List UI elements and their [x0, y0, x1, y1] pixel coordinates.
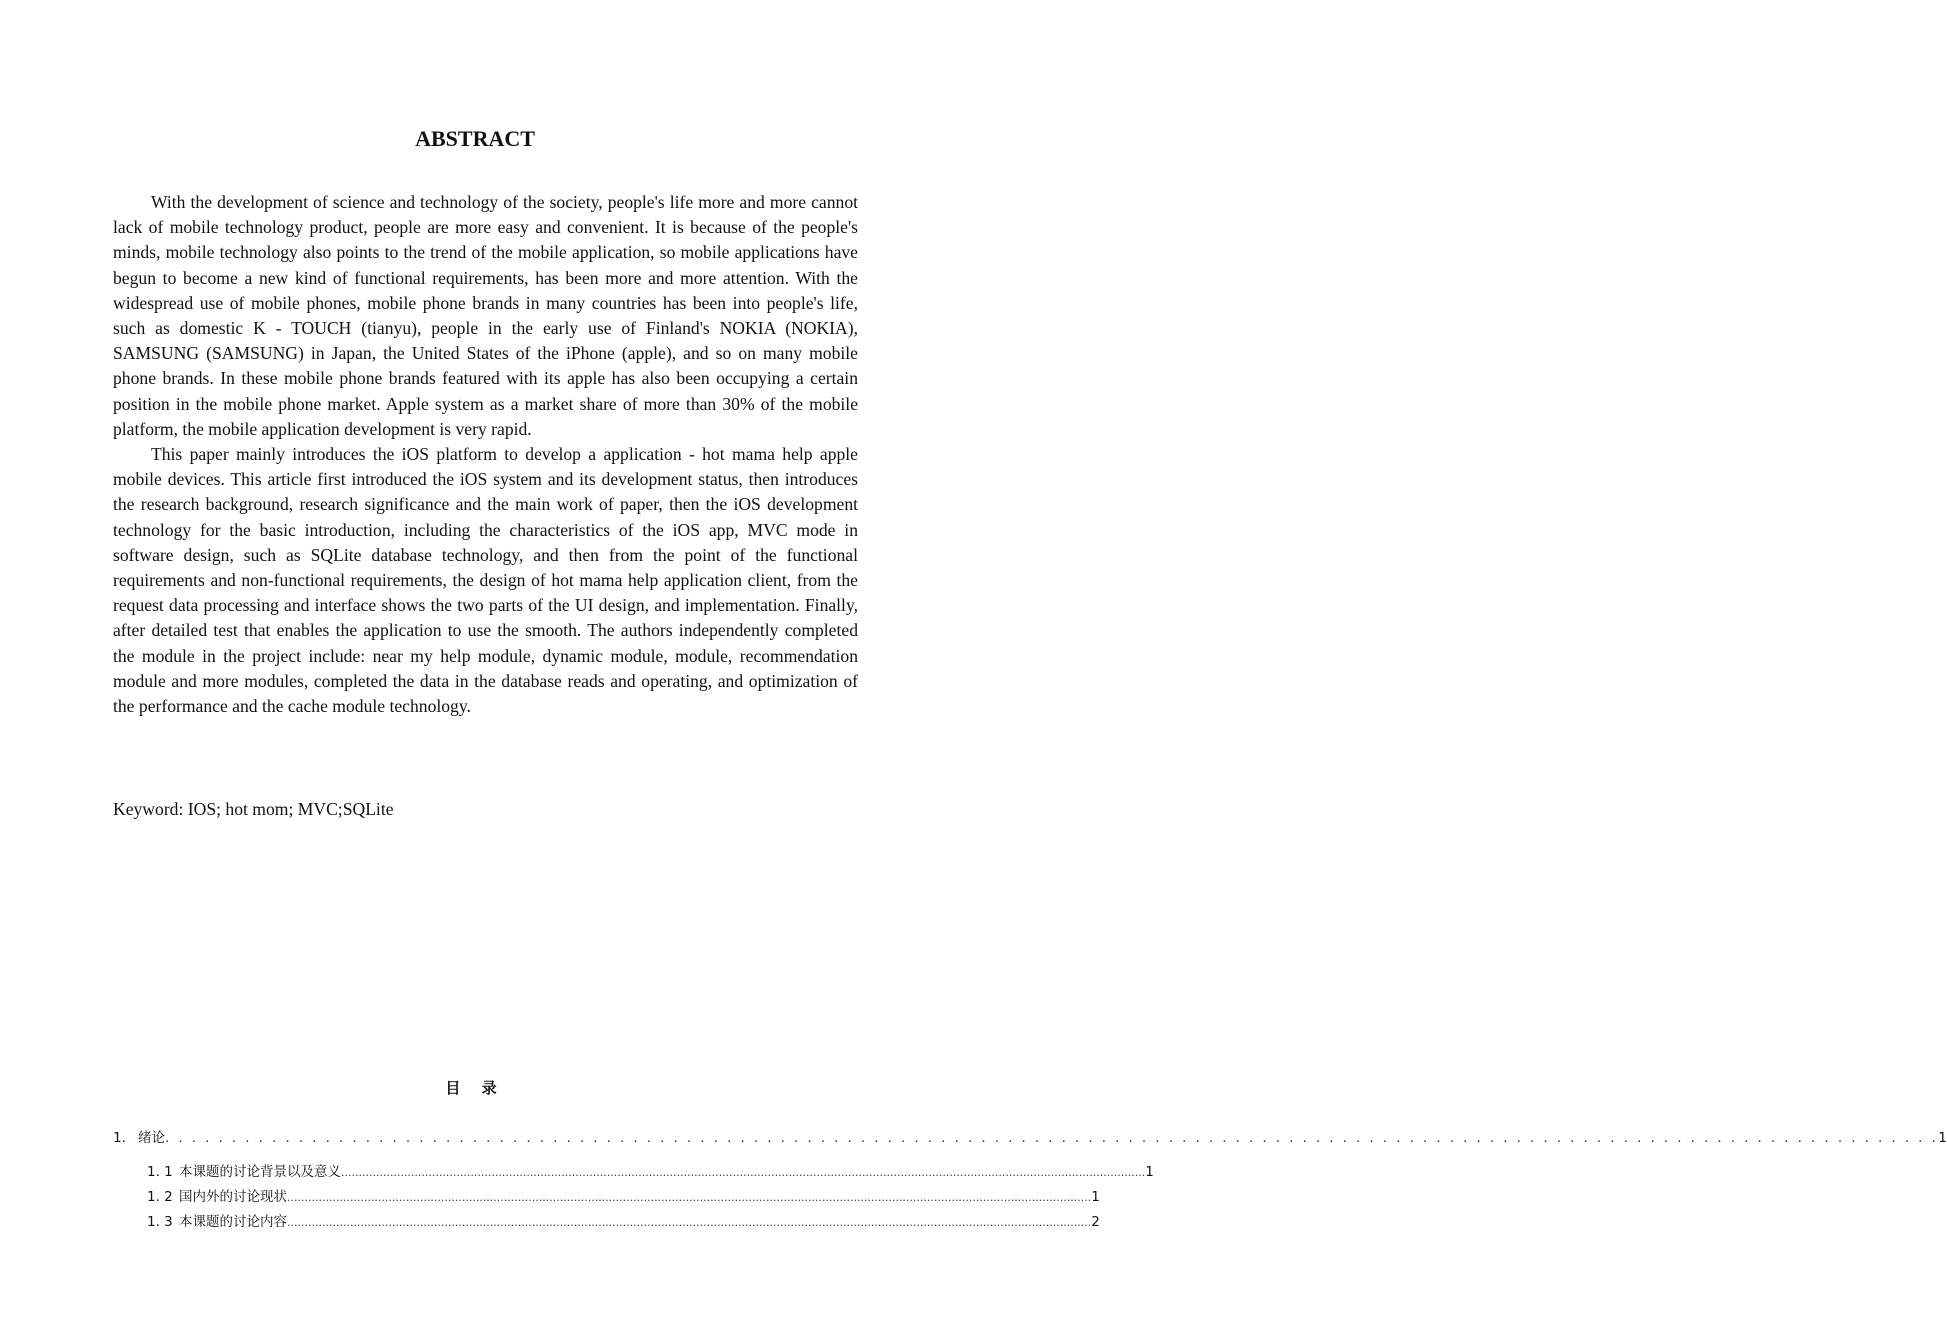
- toc-dot-leader: . . . . . . . . . . . . . . . . . . . . . . . . . . . . . . . . . . . . . . . . . . . . . . . . . . . . . . . . . . . . . . . . . . . . . . . . . . . . . . . . . . . . . . . . . . . . . . . . . . . . . . . . . . . . . . . . . . . . . . . . . . . . . . . . . . . . .: [165, 1130, 1939, 1146]
- toc-entry-label: 国内外的讨论现状: [179, 1189, 287, 1205]
- toc-dot-leader: ......................................................................................................................................................................................................................................: [287, 1191, 1092, 1204]
- abstract-body: [113, 190, 858, 719]
- toc-entry-page: 1: [1145, 1164, 1154, 1180]
- toc-entry-number: 1. 1: [147, 1164, 173, 1180]
- abstract-paragraph: With the development of science and technology of the society, people's life more and more cannot lack of mobile technology product, people are more easy and convenient. It is because of the people's minds, mobile technology also points to the trend of the mobile application, so mobile applications have begun to become a new kind of functional requirements, has been more and more attention. With the widespread use of mobile phones, mobile phone brands in many countries has been into people's life, such as domestic K - TOUCH (tianyu), people in the early use of Finland's NOKIA (NOKIA), SAMSUNG (SAMSUNG) in Japan, the United States of the iPhone (apple), and so on many mobile phone brands. In these mobile phone brands featured with its apple has also been occupying a certain position in the mobile phone market. Apple system as a market share of more than 30% of the mobile platform, the mobile application development is very rapid.: [113, 192, 858, 439]
- toc-dot-leader: ......................................................................................................................................................................................................................................: [341, 1166, 1146, 1179]
- toc-entry-number: 1. 2: [147, 1189, 173, 1205]
- toc-entry-number: 1. 3: [147, 1214, 173, 1230]
- keywords-line: Keyword: IOS; hot mom; MVC;SQLite: [113, 799, 394, 819]
- toc-entry-label: 本课题的讨论内容: [179, 1214, 287, 1230]
- toc-entry-label: 本课题的讨论背景以及意义: [179, 1164, 341, 1180]
- toc-entry-page: 1: [1091, 1189, 1100, 1205]
- toc-dot-leader: ......................................................................................................................................................................................................................................: [287, 1216, 1092, 1229]
- toc-entry-page: 2: [1091, 1214, 1100, 1230]
- toc-entry-label: 绪论: [138, 1130, 165, 1146]
- toc-entry[interactable]: [147, 1187, 1100, 1208]
- abstract-title: ABSTRACT: [415, 126, 535, 151]
- abstract-paragraph: This paper mainly introduces the iOS platform to develop a application - hot mama help apple mobile devices. This article first introduced the iOS system and its development status, then introduces the research background, research significance and the main work of paper, then the iOS development technology for the basic introduction, including the characteristics of the iOS app, MVC mode in software design, such as SQLite database technology, and then from the point of the functional requirements and non-functional requirements, the design of hot mama help application client, from the request data processing and interface shows the two parts of the UI design, and implementation. Finally, after detailed test that enables the application to use the smooth. The authors independently completed the module in the project include: near my help module, dynamic module, module, recommendation module and more modules, completed the data in the database reads and operating, and optimization of the performance and the cache module technology.: [113, 444, 858, 717]
- toc-entry[interactable]: [113, 1128, 1947, 1148]
- toc-entry-number: 1.: [113, 1130, 126, 1146]
- toc-entry-page: 1: [1938, 1130, 1947, 1146]
- toc-entry[interactable]: [147, 1212, 1100, 1233]
- toc-title: 目 录: [445, 1079, 505, 1097]
- toc-entry[interactable]: [147, 1162, 1154, 1183]
